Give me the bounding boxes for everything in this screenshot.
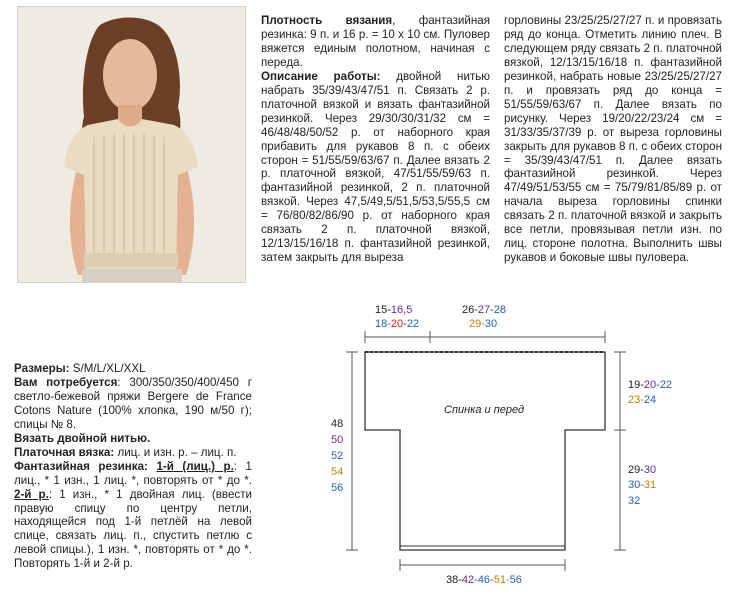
description-text-part2: горловины 23/25/25/27/27 п. и провязать ряд до конца. Отметить линию плеч. В следующем ряду связать 2 п. платочной вязкой, 12/13/15/16/18 п. фантазийной резинкой, набрать новые 23/25/25/27/27 п. и провязать ряд до конца = 51/55/59/63/67 п. Далее вязать по рисунку. Через 19/20/22/23/24 см = 31/33/35/37/39 р. от выреза горловины закрыть для рукавов 8 п. с обеих сторон = 35/39/43/47/51 п. Далее вязать фантазийной резинкой. Через 47/49/51/53/55 см = 75/79/81/85/89 р. от начала выреза горловины спинки связать 2 п. платочной вязкой и закрыть все петли, провязывая петли изн. по лиц. стороне полотна. Выполнить швы рукавов и боковые швы пуловера. bbox=[504, 14, 722, 265]
description-heading: Описание работы: bbox=[261, 69, 381, 83]
sizes-label: Размеры: bbox=[14, 362, 70, 375]
value: 52 bbox=[331, 450, 344, 462]
value: 42- bbox=[461, 574, 478, 586]
value: 27- bbox=[477, 304, 494, 316]
double-thread-note: Вязать двойной нитью. bbox=[14, 431, 151, 445]
value: 20- bbox=[643, 379, 660, 391]
value: 32 bbox=[628, 495, 641, 507]
shoulder-label bbox=[462, 304, 506, 317]
shoulder-label-2 bbox=[469, 318, 497, 331]
value: 16,5 bbox=[390, 304, 413, 316]
value: 38- bbox=[446, 574, 462, 586]
value: 30 bbox=[643, 464, 657, 476]
height-label bbox=[331, 416, 343, 496]
value: 29- bbox=[628, 464, 644, 476]
value: 29- bbox=[469, 318, 485, 330]
value: 51- bbox=[493, 574, 510, 586]
value: 23- bbox=[628, 394, 644, 406]
materials-label: Вам потребуется bbox=[14, 375, 118, 389]
value: 48 bbox=[331, 418, 344, 430]
value: 24 bbox=[643, 394, 657, 406]
rib-row2-label: 2-й р. bbox=[14, 487, 49, 501]
value: 26- bbox=[462, 304, 478, 316]
value: 50 bbox=[331, 434, 344, 446]
lower-height-label-3 bbox=[628, 495, 640, 508]
garter-value: лиц. и изн. р. – лиц. п. bbox=[114, 445, 237, 459]
value: 15- bbox=[375, 304, 391, 316]
value: 56 bbox=[331, 482, 344, 494]
garter-label: Платочная вязка: bbox=[14, 445, 115, 459]
rib-row1-label: 1-й (лиц.) р. bbox=[156, 459, 234, 473]
gauge-text: , фантазийная резинка: 9 п. и 16 р. = 10 х 10 см. Пуловер вяжется единым полотном, начиная с переда. bbox=[261, 14, 490, 69]
description-text-part1: двойной нитью набрать 35/39/43/47/51 п. Связать 2 р. платочной вязкой и вязать фантазийной резинкой. Через 29/30/30/31/32 см = 46/48/48/50/52 р. от наборного края прибавить для рукавов 8 п. с обеих сторон = 51/55/59/63/67 п. Далее вязать 2 р. платочной вязкой, 47/51/55/59/63 п. фантазийной резинкой, 2 п. платочной вязкой. Через 47,5/49,5/51,5/53,5/55,5 см = 76/80/82/86/90 р. от наборного края связать 2 п. платочной вязкой, 12/13/15/16/18 п. фантазийной резинкой, затем закрыть для выреза bbox=[261, 69, 490, 265]
value: 54 bbox=[331, 466, 344, 478]
value: 28 bbox=[493, 304, 507, 316]
value: 30 bbox=[484, 318, 498, 330]
value: 18- bbox=[375, 318, 391, 330]
bottom-width-label bbox=[446, 574, 522, 587]
sizes-value: S/M/L/XL/XXL bbox=[69, 362, 146, 375]
materials-value: : 300/350/350/400/450 г светло-бежевой пряжи Bergere de France Cotons Nature (100% хлопка, 190 м/50 г); спицы № 8. bbox=[14, 375, 252, 431]
rib-label: Фантазийная резинка: bbox=[14, 459, 148, 473]
diagram-label: Спинка и перед bbox=[444, 404, 525, 416]
lower-height-label bbox=[628, 464, 656, 477]
neck-width-label bbox=[375, 304, 412, 317]
value: 19- bbox=[628, 379, 644, 391]
rib-row1-text: : 1 лиц., * 1 изн., 1 лиц. *, повторять от * до *. bbox=[14, 459, 252, 487]
value: 46- bbox=[477, 574, 494, 586]
gauge-heading: Плотность вязания bbox=[261, 14, 393, 27]
value: 31 bbox=[643, 479, 657, 491]
upper-height-label-2 bbox=[628, 394, 656, 407]
rib-row2-text: : 1 изн., * 1 двойная лиц. (ввести правую спицу по центру петли, находящейся под 1-й петлёй на левой спице, связать лиц. п., спустить петлю с левой спицы.), 1 изн. *, повторять от * до *. Повторять 1-й и 2-й р. bbox=[14, 487, 252, 571]
value: 56 bbox=[509, 574, 522, 586]
value: 30- bbox=[628, 479, 644, 491]
value: 20- bbox=[390, 318, 407, 330]
value: 22 bbox=[659, 379, 673, 391]
neck-width-label-2 bbox=[375, 318, 419, 331]
lower-height-label-2 bbox=[628, 479, 656, 492]
value: 22 bbox=[406, 318, 420, 330]
upper-height-label bbox=[628, 379, 672, 392]
